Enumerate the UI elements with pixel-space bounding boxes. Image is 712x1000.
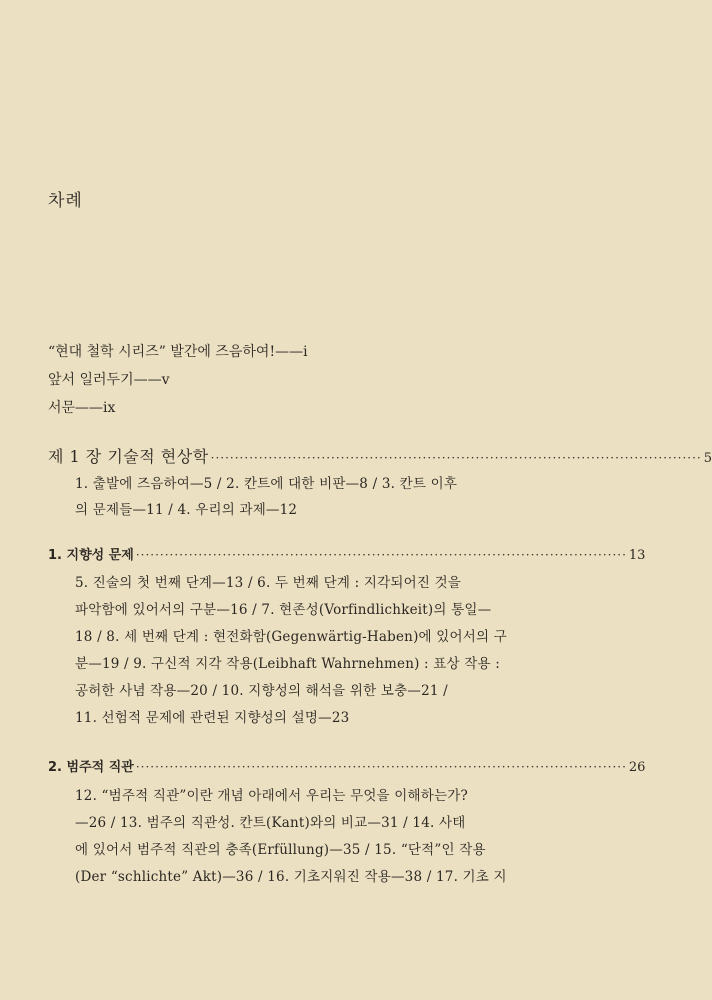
chapter-contents-line: 의 문제들—11 / 4. 우리의 과제—12 [75, 502, 298, 518]
section-contents-line: 11. 선험적 문제에 관련된 지향성의 설명—23 [75, 710, 350, 726]
chapter-page-number: 5 [703, 451, 712, 466]
section-contents-line: —26 / 13. 범주의 직관성. 칸트(Kant)와의 비교—31 / 14. 사태 [75, 815, 466, 831]
section-page-number: 13 [628, 548, 646, 563]
section-contents-line: 5. 진술의 첫 번째 단계—13 / 6. 두 번째 단계 : 지각되어진 것을 [75, 575, 462, 591]
chapter-title: 제 1 장 기술적 현상학 [48, 447, 209, 466]
section-contents-line: 18 / 8. 세 번째 단계 : 현전화함(Gegenwärtig-Haben)에 있어서의 구 [75, 629, 507, 645]
page-title: 차례 [48, 191, 83, 211]
chapter-contents-line: 1. 출발에 즈음하여—5 / 2. 칸트에 대한 비판—8 / 3. 칸트 이후 [75, 476, 458, 492]
dot-leader: ······································································································ [135, 548, 627, 562]
section-contents-line: (Der “schlichte” Akt)—36 / 16. 기초지워진 작용—38 / 17. 기초 지 [75, 869, 507, 885]
section-heading [48, 756, 646, 775]
front-matter-item: “현대 철학 시리즈” 발간에 즈음하여!——i [48, 344, 308, 360]
chapter-heading [48, 444, 712, 467]
section-contents-line: 분—19 / 9. 구신적 지각 작용(Leibhaft Wahrnehmen) : 표상 작용 : [75, 656, 500, 672]
front-matter-item: 서문——ix [48, 400, 116, 416]
section-contents-line: 공허한 사념 작용—20 / 10. 지향성의 해석을 위한 보충—21 / [75, 683, 448, 699]
section-contents-line: 12. “범주적 직관”이란 개념 아래에서 우리는 무엇을 이해하는가? [75, 788, 468, 804]
dot-leader: ······································································································ [135, 760, 627, 774]
front-matter-item: 앞서 일러두기——v [48, 372, 170, 388]
section-title: 1. 지향성 문제 [48, 548, 134, 563]
section-page-number: 26 [628, 760, 646, 775]
dot-leader: ······································································································ [210, 451, 702, 465]
section-title: 2. 범주적 직관 [48, 760, 134, 775]
section-contents-line: 에 있어서 범주적 직관의 충족(Erfüllung)—35 / 15. “단적”인 작용 [75, 842, 486, 858]
section-heading [48, 544, 646, 563]
section-contents-line: 파악함에 있어서의 구분—16 / 7. 현존성(Vorfindlichkeit)의 통일— [75, 602, 492, 618]
